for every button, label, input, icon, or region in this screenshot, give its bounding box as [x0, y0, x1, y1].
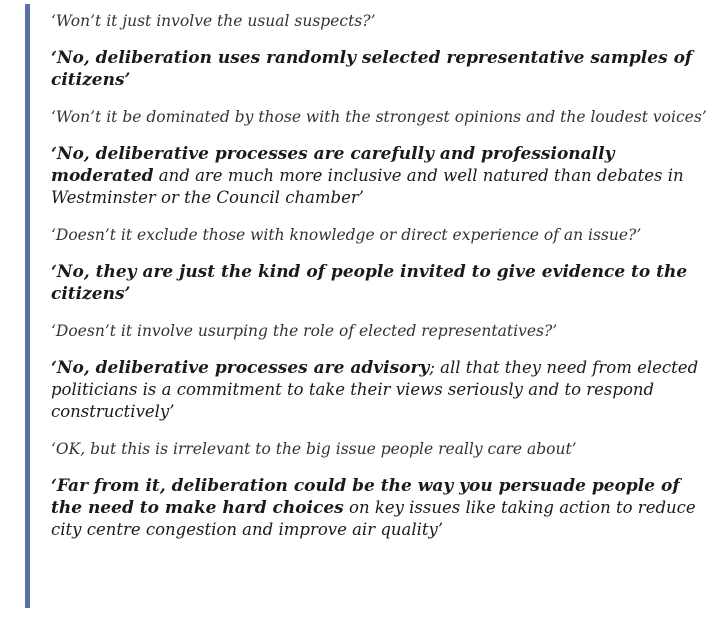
answer-2	[51, 143, 711, 209]
question-1: ‘Won’t it just involve the usual suspects?’	[51, 12, 376, 30]
question-5: ‘OK, but this is irrelevant to the big issue people really care about’	[51, 440, 577, 458]
blockquote-accent-bar	[25, 4, 30, 608]
answer-4-rest: ; all that they need from elected politicians is a commitment to take their views seriously and to respond constructively’	[51, 358, 699, 421]
answer-1	[51, 47, 711, 91]
question-4: ‘Doesn’t it involve usurping the role of elected representatives?’	[51, 322, 558, 340]
answer-4-emphasis: ‘No, deliberative processes are advisory	[51, 358, 430, 378]
question-3: ‘Doesn’t it exclude those with knowledge or direct experience of an issue?’	[51, 226, 642, 244]
answer-5-rest: on key issues like taking action to reduce city centre congestion and improve air quality’	[51, 498, 696, 539]
answer-2-emphasis: ‘No, deliberative processes are carefully and professionally moderated	[51, 144, 615, 186]
answer-5-emphasis: ‘Far from it, deliberation could be the way you persuade people of the need to make hard choices	[51, 476, 680, 518]
answer-3-emphasis: ‘No, they are just the kind of people invited to give evidence to the citizens’	[51, 262, 688, 304]
question-2: ‘Won’t it be dominated by those with the strongest opinions and the loudest voices’	[51, 108, 707, 126]
answer-4	[51, 357, 711, 423]
answer-1-emphasis: ‘No, deliberation uses randomly selected representative samples of citizens’	[51, 48, 693, 90]
answer-3	[51, 261, 711, 305]
answer-5	[51, 475, 711, 541]
faq-blockquote	[51, 10, 711, 541]
answer-2-rest: and are much more inclusive and well natured than debates in Westminster or the Council chamber’	[51, 166, 684, 207]
